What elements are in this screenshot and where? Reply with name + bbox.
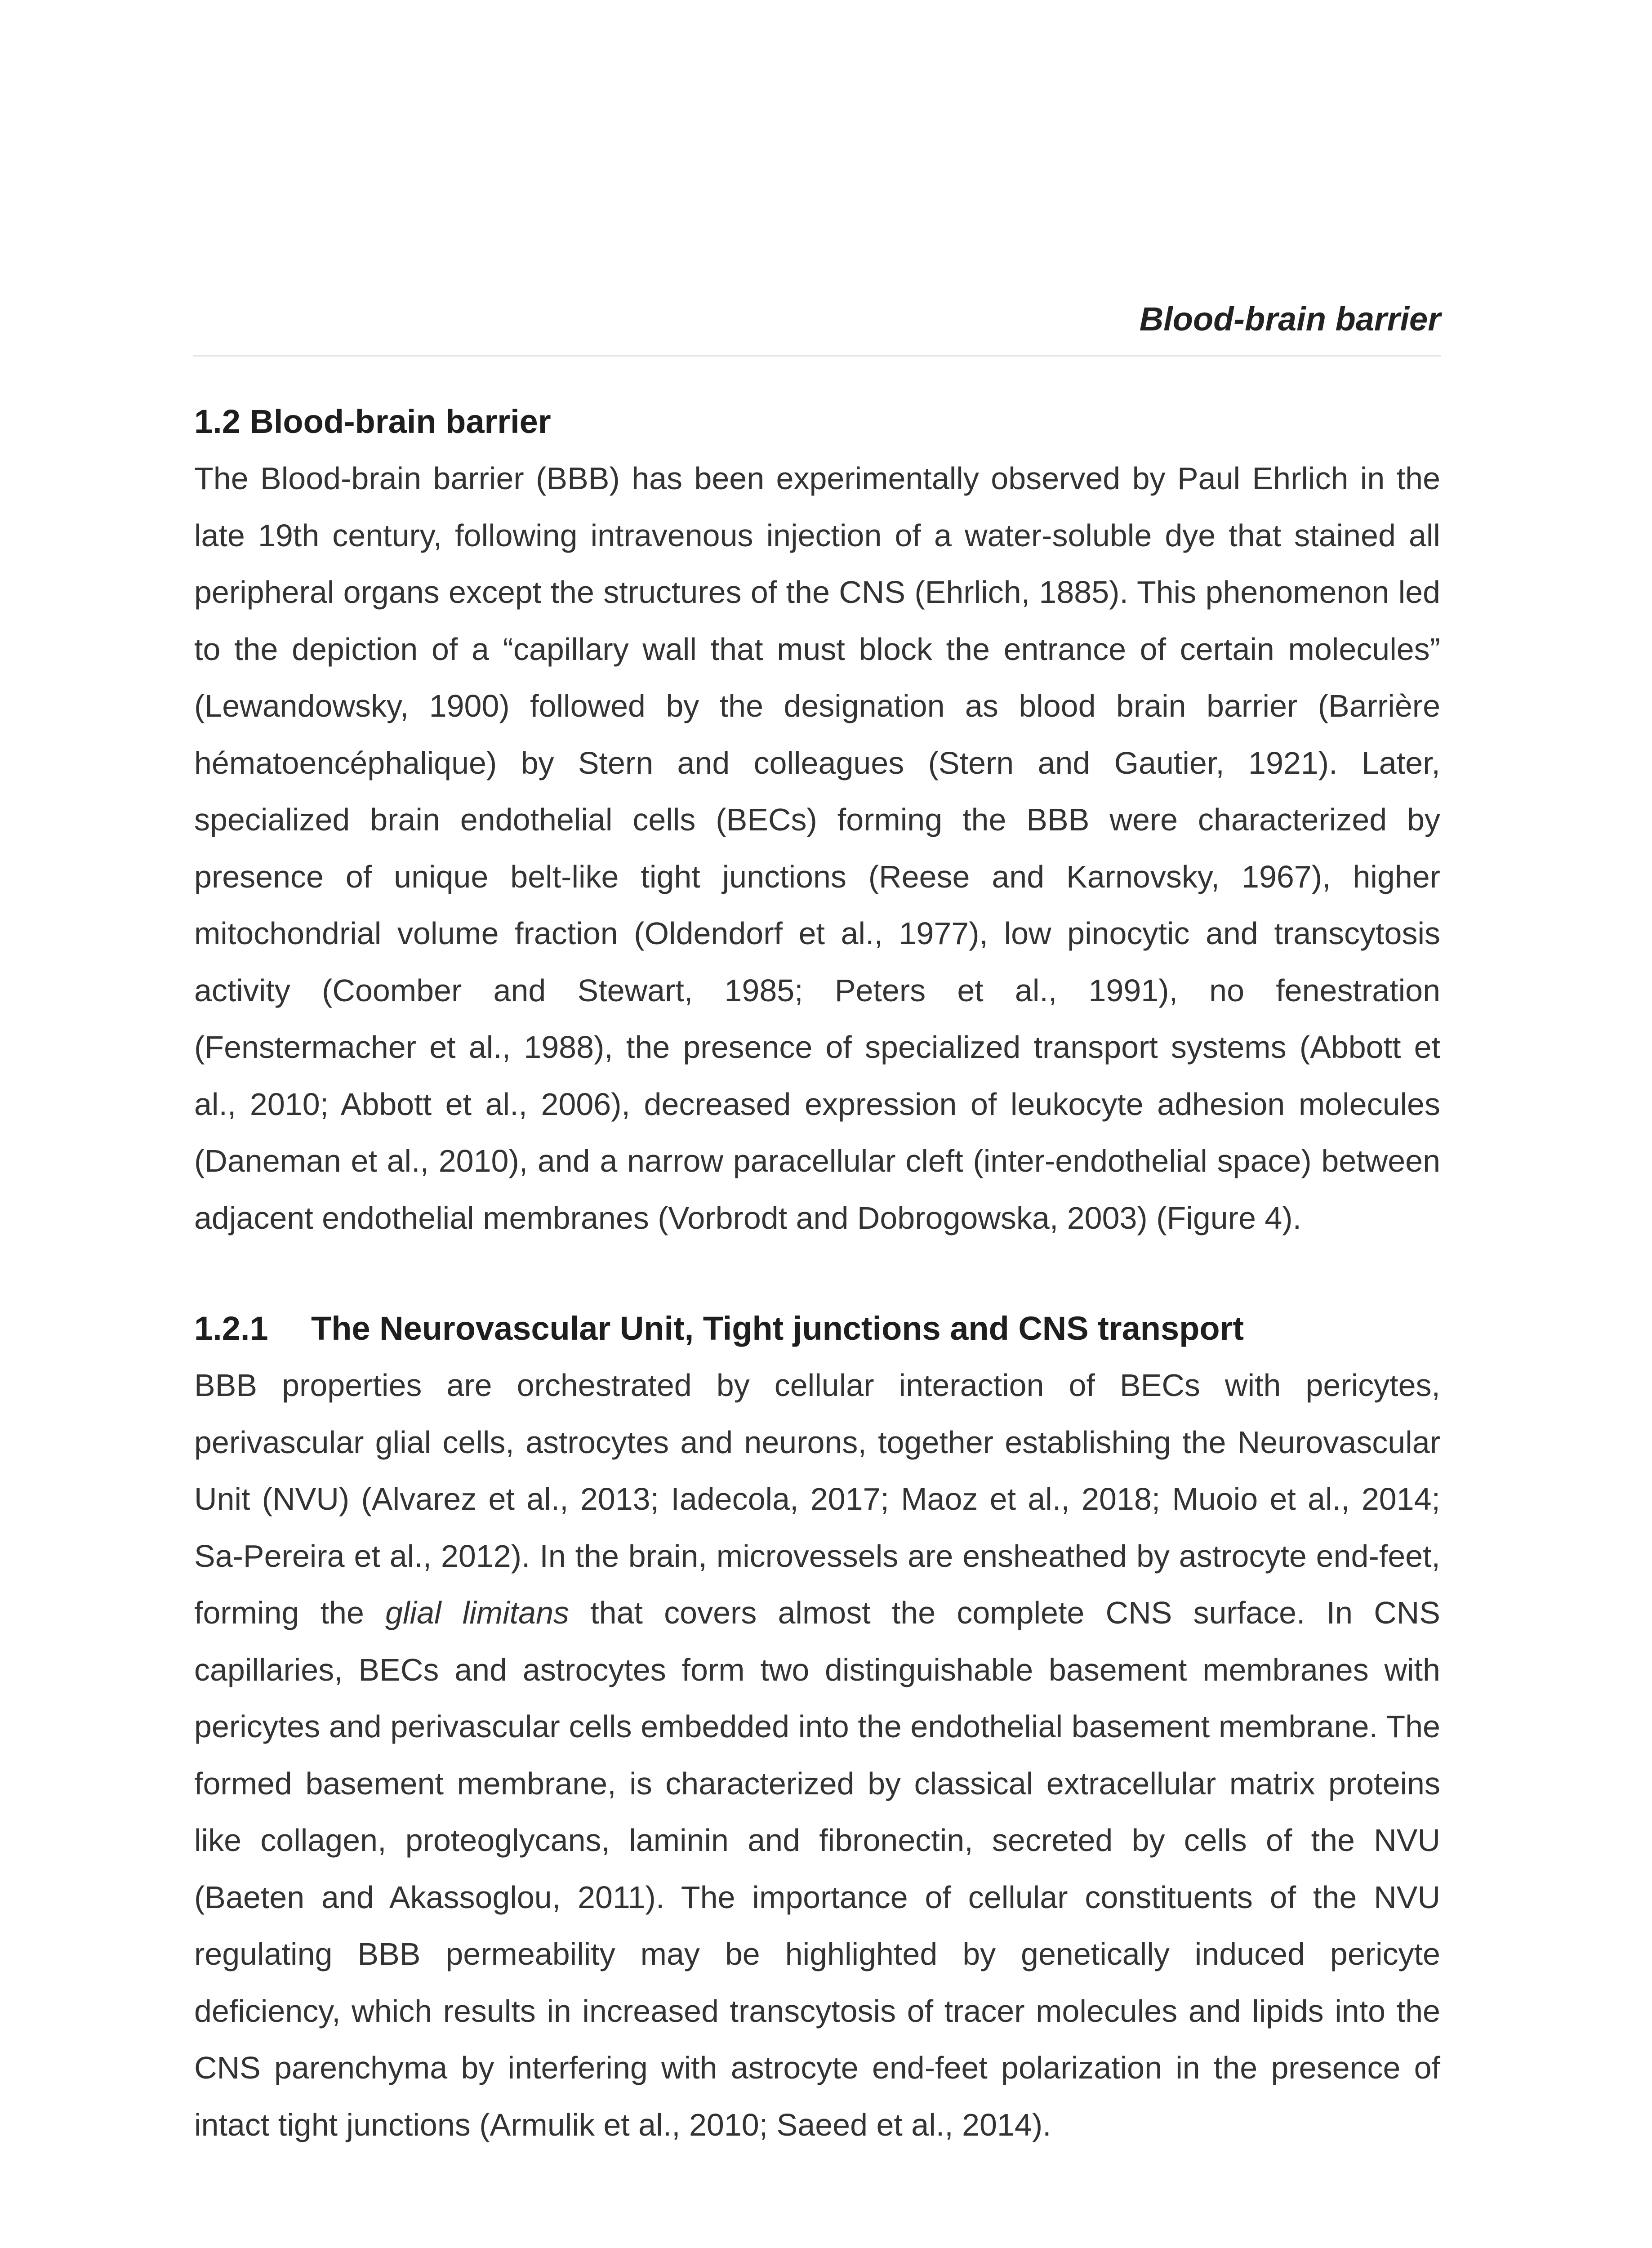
page-content [194,393,1440,2153]
subsection-paragraph-part-1: BBB properties are orchestrated by cellular interaction of BECs with pericytes, perivascular glial cells, astrocytes and neurons, together establishing the Neurovascular Unit (NVU) (Alvarez et al., 2013; Iadecola, 2017; Maoz et al., 2018; Muoio et al., 2014; Sa-Pereira et al., 2012). In the brain, microvessels are ensheathed by astrocyte end-feet, forming the [194,1368,1440,1630]
subsection-paragraph [194,1357,1440,2153]
header-rule [193,355,1441,357]
subsection-heading [194,1300,1440,1357]
subsection-paragraph-part-2: that covers almost the complete CNS surface. In CNS capillaries, BECs and astrocytes form two distinguishable basement membranes with pericytes and perivascular cells embedded into the endothelial basement membrane. The formed basement membrane, is characterized by classical extracellular matrix proteins like collagen, proteoglycans, laminin and fibronectin, secreted by cells of the NVU (Baeten and Akassoglou, 2011). The importance of cellular constituents of the NVU regulating BBB permeability may be highlighted by genetically induced pericyte deficiency, which results in increased transcytosis of tracer molecules and lipids into the CNS parenchyma by interfering with astrocyte end-feet polarization in the presence of intact tight junctions (Armulik et al., 2010; Saeed et al., 2014). [194,1595,1440,2142]
subsection-paragraph-italic-term: glial limitans [385,1595,570,1630]
running-header: Blood-brain barrier [1139,300,1441,338]
subsection-title: The Neurovascular Unit, Tight junctions and CNS transport [311,1310,1244,1347]
section-heading: 1.2 Blood-brain barrier [194,403,551,440]
subsection-number: 1.2.1 [194,1310,268,1347]
section-paragraph: The Blood-brain barrier (BBB) has been experimentally observed by Paul Ehrlich in the late 19th century, following intravenous injection of a water-soluble dye that stained all peripheral organs except the structures of the CNS (Ehrlich, 1885). This phenomenon led to the depiction of a “capillary wall that must block the entrance of certain molecules” (Lewandowsky, 1900) followed by the designation as blood brain barrier (Barrière hématoencéphalique) by Stern and colleagues (Stern and Gautier, 1921). Later, specialized brain endothelial cells (BECs) forming the BBB were characterized by presence of unique belt-like tight junctions (Reese and Karnovsky, 1967), higher mitochondrial volume fraction (Oldendorf et al., 1977), low pinocytic and transcytosis activity (Coomber and Stewart, 1985; Peters et al., 1991), no fenestration (Fenstermacher et al., 1988), the presence of specialized transport systems (Abbott et al., 2010; Abbott et al., 2006), decreased expression of leukocyte adhesion molecules (Daneman et al., 2010), and a narrow paracellular cleft (inter-endothelial space) between adjacent endothelial membranes (Vorbrodt and Dobrogowska, 2003) (Figure 4). [194,461,1440,1236]
